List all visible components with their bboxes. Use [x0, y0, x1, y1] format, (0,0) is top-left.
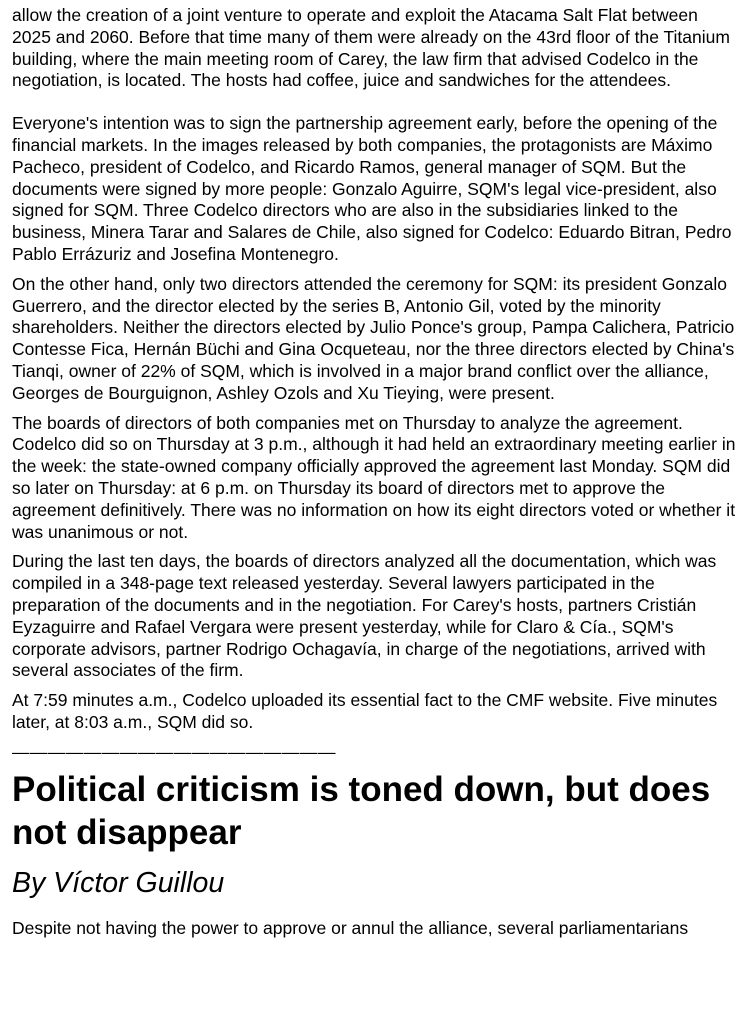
paragraph-sqm-directors: On the other hand, only two directors attended the ceremony for SQM: its president Gonzalo Guerrero, and the director elected by the series B, Antonio Gil, voted by the minority shareholders. Neither the directors elected by Julio Ponce's group, Pampa Calichera, Patricio Contesse Fica, Hernán Büchi and Gina Ocqueteau, nor the three directors elected by China's Tianqi, owner of 22% of SQM, which is involved in a major brand conflict over the alliance, Georges de Bourguignon, Ashley Ozols and Xu Tieying, were present.	[12, 273, 735, 403]
article-headline: Political criticism is toned down, but does not disappear	[12, 769, 711, 852]
article-byline: By Víctor Guillou	[12, 866, 225, 899]
article-body	[12, 5, 740, 948]
paragraph-signing: Everyone's intention was to sign the partnership agreement early, before the opening of the financial markets. In the images released by both companies, the protagonists are Máximo Pacheco, president of Codelco, and Ricardo Ramos, general manager of SQM. But the documents were signed by more people: Gonzalo Aguirre, SQM's legal vice-president, also signed for SQM. Three Codelco directors who are also in the subsidiaries linked to the business, Minera Tarar and Salares de Chile, also signed for Codelco: Eduardo Bitran, Pedro Pablo Errázuriz and Josefina Montenegro.	[12, 113, 732, 264]
paragraph-joint-venture: allow the creation of a joint venture to operate and exploit the Atacama Salt Flat between 2025 and 2060. Before that time many of them were already on the 43rd floor of the Titanium building, where the main meeting room of Carey, the law firm that advised Codelco in the negotiation, is located. The hosts had coffee, juice and sandwiches for the attendees.	[12, 5, 730, 91]
paragraph-documentation: During the last ten days, the boards of directors analyzed all the documentation, which was compiled in a 348-page text released yesterday. Several lawyers participated in the preparation of the documents and in the negotiation. For Carey's hosts, partners Cristián Eyzaguirre and Rafael Vergara were present yesterday, while for Claro & Cía., SQM's corporate advisors, partner Rodrigo Ochagavía, in charge of the negotiations, arrived with several associates of the firm.	[12, 551, 717, 681]
paragraph-board-meetings: The boards of directors of both companies met on Thursday to analyze the agreement. Codelco did so on Thursday at 3 p.m., although it had held an extraordinary meeting earlier in the week: the state-owned company officially approved the agreement last Monday. SQM did so later on Thursday: at 6 p.m. on Thursday its board of directors met to approve the agreement definitively. There was no information on how its eight directors voted or whether it was unanimous or not.	[12, 412, 736, 542]
section-divider: ——————————————————	[12, 741, 336, 762]
paragraph-essential-fact: At 7:59 minutes a.m., Codelco uploaded its essential fact to the CMF website. Five minutes later, at 8:03 a.m., SQM did so.	[12, 690, 718, 732]
paragraph-closing: Despite not having the power to approve or annul the alliance, several parliamentarians	[12, 917, 689, 938]
